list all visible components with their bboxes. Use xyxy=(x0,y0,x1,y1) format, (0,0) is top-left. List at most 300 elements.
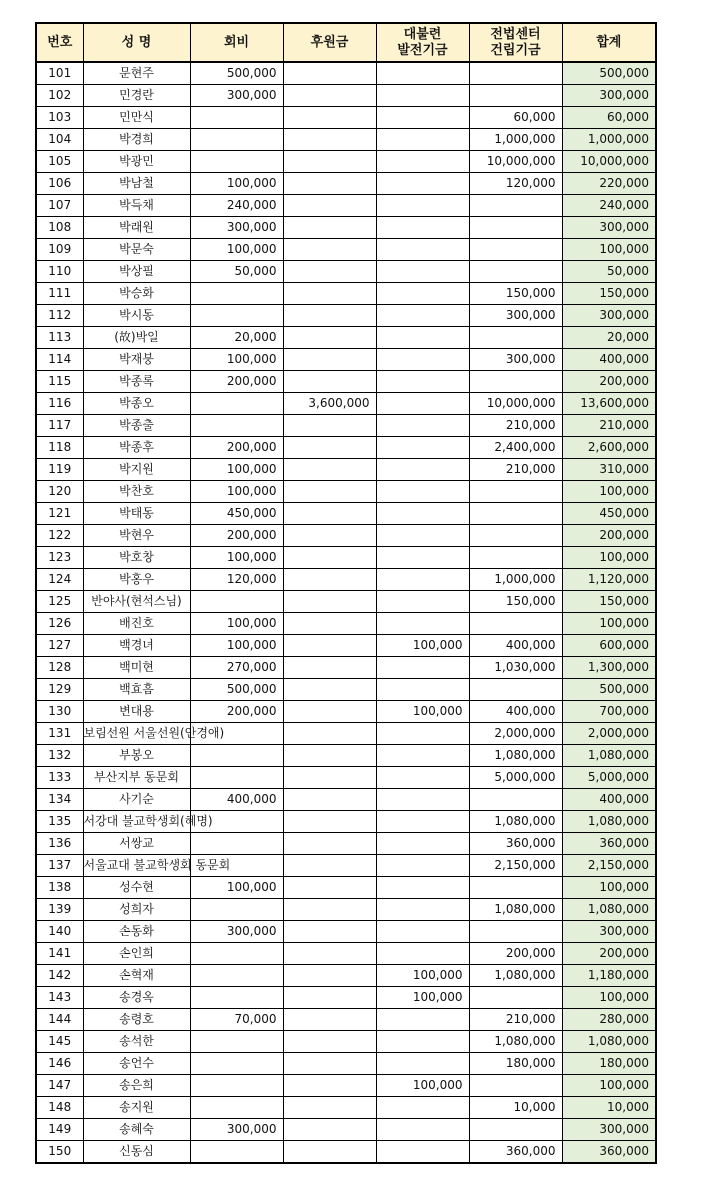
cell-dev-fund xyxy=(376,1097,469,1119)
cell-fee: 200,000 xyxy=(190,437,283,459)
cell-no: 125 xyxy=(36,591,83,613)
cell-name: 배진호 xyxy=(83,613,190,635)
cell-center-fund xyxy=(469,503,562,525)
cell-center-fund xyxy=(469,547,562,569)
cell-total: 100,000 xyxy=(562,547,656,569)
cell-total: 20,000 xyxy=(562,327,656,349)
table-row xyxy=(36,305,656,327)
cell-total: 280,000 xyxy=(562,1009,656,1031)
cell-fee: 100,000 xyxy=(190,173,283,195)
cell-center-fund xyxy=(469,481,562,503)
cell-support xyxy=(283,173,376,195)
table-row xyxy=(36,965,656,987)
cell-center-fund xyxy=(469,1075,562,1097)
cell-name: 박종출 xyxy=(83,415,190,437)
cell-support xyxy=(283,437,376,459)
cell-dev-fund xyxy=(376,1053,469,1075)
cell-no: 150 xyxy=(36,1141,83,1164)
table-row xyxy=(36,1119,656,1141)
table-row xyxy=(36,1141,656,1164)
header-center-line1: 전법센터 xyxy=(490,26,541,42)
cell-center-fund: 1,000,000 xyxy=(469,569,562,591)
cell-fee: 300,000 xyxy=(190,217,283,239)
cell-fee xyxy=(190,899,283,921)
cell-support xyxy=(283,899,376,921)
cell-name: 부봉오 xyxy=(83,745,190,767)
cell-no: 123 xyxy=(36,547,83,569)
cell-name: 송언수 xyxy=(83,1053,190,1075)
table-row xyxy=(36,877,656,899)
table-row xyxy=(36,481,656,503)
cell-no: 105 xyxy=(36,151,83,173)
table-row xyxy=(36,613,656,635)
cell-fee: 450,000 xyxy=(190,503,283,525)
cell-center-fund xyxy=(469,261,562,283)
cell-support xyxy=(283,481,376,503)
header-center-fund xyxy=(469,23,562,62)
cell-support xyxy=(283,811,376,833)
cell-total: 2,000,000 xyxy=(562,723,656,745)
table-row xyxy=(36,657,656,679)
cell-total: 150,000 xyxy=(562,591,656,613)
cell-name: 송령호 xyxy=(83,1009,190,1031)
cell-center-fund: 300,000 xyxy=(469,305,562,327)
cell-support xyxy=(283,569,376,591)
cell-total: 2,600,000 xyxy=(562,437,656,459)
cell-support xyxy=(283,591,376,613)
cell-name: 서강대 불교학생회(혜명) xyxy=(83,811,190,833)
cell-total: 13,600,000 xyxy=(562,393,656,415)
cell-support xyxy=(283,1053,376,1075)
cell-fee xyxy=(190,151,283,173)
cell-center-fund: 360,000 xyxy=(469,833,562,855)
cell-total: 200,000 xyxy=(562,525,656,547)
cell-total: 360,000 xyxy=(562,1141,656,1164)
table-row xyxy=(36,151,656,173)
cell-name: 민경란 xyxy=(83,85,190,107)
cell-support xyxy=(283,459,376,481)
cell-center-fund xyxy=(469,371,562,393)
cell-no: 139 xyxy=(36,899,83,921)
cell-support xyxy=(283,371,376,393)
header-fee: 회비 xyxy=(190,23,283,62)
cell-fee xyxy=(190,415,283,437)
cell-fee xyxy=(190,1141,283,1164)
header-name: 성 명 xyxy=(83,23,190,62)
cell-center-fund: 400,000 xyxy=(469,635,562,657)
cell-dev-fund xyxy=(376,1009,469,1031)
cell-support xyxy=(283,62,376,85)
cell-total: 450,000 xyxy=(562,503,656,525)
cell-fee: 120,000 xyxy=(190,569,283,591)
cell-support xyxy=(283,921,376,943)
cell-fee: 200,000 xyxy=(190,525,283,547)
cell-fee: 100,000 xyxy=(190,613,283,635)
cell-support xyxy=(283,1119,376,1141)
cell-dev-fund: 100,000 xyxy=(376,965,469,987)
cell-center-fund: 120,000 xyxy=(469,173,562,195)
cell-no: 133 xyxy=(36,767,83,789)
cell-total: 210,000 xyxy=(562,415,656,437)
cell-total: 60,000 xyxy=(562,107,656,129)
cell-dev-fund: 100,000 xyxy=(376,1075,469,1097)
cell-support xyxy=(283,503,376,525)
cell-no: 127 xyxy=(36,635,83,657)
cell-total: 500,000 xyxy=(562,679,656,701)
cell-name: 성희자 xyxy=(83,899,190,921)
cell-total: 300,000 xyxy=(562,217,656,239)
cell-dev-fund xyxy=(376,261,469,283)
cell-support xyxy=(283,1141,376,1164)
cell-support xyxy=(283,349,376,371)
cell-fee xyxy=(190,591,283,613)
cell-fee: 240,000 xyxy=(190,195,283,217)
cell-dev-fund: 100,000 xyxy=(376,701,469,723)
cell-name: 손혁재 xyxy=(83,965,190,987)
cell-total: 300,000 xyxy=(562,305,656,327)
header-support: 후원금 xyxy=(283,23,376,62)
cell-fee xyxy=(190,965,283,987)
cell-name: 사기순 xyxy=(83,789,190,811)
cell-support xyxy=(283,613,376,635)
cell-name: 반야사(현석스님) xyxy=(83,591,190,613)
cell-center-fund xyxy=(469,217,562,239)
cell-center-fund: 1,080,000 xyxy=(469,811,562,833)
cell-name: 박광민 xyxy=(83,151,190,173)
cell-no: 107 xyxy=(36,195,83,217)
header-dev-line1: 대불련 xyxy=(403,26,442,42)
cell-no: 132 xyxy=(36,745,83,767)
cell-center-fund xyxy=(469,62,562,85)
cell-name: 박종후 xyxy=(83,437,190,459)
cell-fee: 100,000 xyxy=(190,635,283,657)
cell-name: 박남철 xyxy=(83,173,190,195)
cell-support xyxy=(283,1075,376,1097)
cell-dev-fund xyxy=(376,613,469,635)
cell-total: 5,000,000 xyxy=(562,767,656,789)
cell-fee xyxy=(190,1075,283,1097)
table-row xyxy=(36,833,656,855)
cell-no: 104 xyxy=(36,129,83,151)
cell-fee: 100,000 xyxy=(190,481,283,503)
cell-no: 136 xyxy=(36,833,83,855)
cell-center-fund xyxy=(469,789,562,811)
cell-center-fund: 360,000 xyxy=(469,1141,562,1164)
cell-no: 122 xyxy=(36,525,83,547)
cell-total: 100,000 xyxy=(562,987,656,1009)
cell-fee xyxy=(190,987,283,1009)
cell-dev-fund xyxy=(376,811,469,833)
cell-name: 송석한 xyxy=(83,1031,190,1053)
table-row xyxy=(36,129,656,151)
table-row xyxy=(36,217,656,239)
cell-support xyxy=(283,129,376,151)
cell-name: 박찬호 xyxy=(83,481,190,503)
cell-dev-fund xyxy=(376,327,469,349)
cell-name: 손동화 xyxy=(83,921,190,943)
cell-no: 140 xyxy=(36,921,83,943)
cell-center-fund: 400,000 xyxy=(469,701,562,723)
cell-no: 146 xyxy=(36,1053,83,1075)
table-row xyxy=(36,745,656,767)
cell-dev-fund xyxy=(376,657,469,679)
cell-dev-fund xyxy=(376,547,469,569)
cell-dev-fund xyxy=(376,789,469,811)
cell-no: 120 xyxy=(36,481,83,503)
table-row xyxy=(36,85,656,107)
cell-name: 부산지부 동문회 xyxy=(83,767,190,789)
cell-total: 300,000 xyxy=(562,921,656,943)
table-row xyxy=(36,635,656,657)
cell-dev-fund xyxy=(376,1031,469,1053)
cell-no: 118 xyxy=(36,437,83,459)
cell-fee: 20,000 xyxy=(190,327,283,349)
cell-total: 1,080,000 xyxy=(562,899,656,921)
table-row xyxy=(36,1075,656,1097)
cell-no: 138 xyxy=(36,877,83,899)
cell-center-fund xyxy=(469,525,562,547)
cell-name: 박종오 xyxy=(83,393,190,415)
cell-fee: 500,000 xyxy=(190,62,283,85)
cell-support xyxy=(283,767,376,789)
cell-fee xyxy=(190,305,283,327)
cell-dev-fund xyxy=(376,525,469,547)
cell-no: 111 xyxy=(36,283,83,305)
cell-center-fund: 10,000 xyxy=(469,1097,562,1119)
cell-center-fund: 2,400,000 xyxy=(469,437,562,459)
cell-center-fund xyxy=(469,85,562,107)
cell-name: 박홍우 xyxy=(83,569,190,591)
cell-no: 108 xyxy=(36,217,83,239)
cell-no: 103 xyxy=(36,107,83,129)
cell-fee: 50,000 xyxy=(190,261,283,283)
cell-support: 3,600,000 xyxy=(283,393,376,415)
cell-dev-fund xyxy=(376,195,469,217)
cell-no: 128 xyxy=(36,657,83,679)
cell-no: 106 xyxy=(36,173,83,195)
cell-total: 100,000 xyxy=(562,613,656,635)
cell-total: 100,000 xyxy=(562,239,656,261)
cell-center-fund: 10,000,000 xyxy=(469,151,562,173)
cell-dev-fund xyxy=(376,151,469,173)
cell-center-fund xyxy=(469,679,562,701)
cell-fee: 300,000 xyxy=(190,85,283,107)
cell-center-fund xyxy=(469,327,562,349)
cell-support xyxy=(283,789,376,811)
cell-no: 137 xyxy=(36,855,83,877)
cell-center-fund xyxy=(469,1119,562,1141)
cell-total: 1,000,000 xyxy=(562,129,656,151)
cell-no: 126 xyxy=(36,613,83,635)
cell-no: 148 xyxy=(36,1097,83,1119)
cell-total: 1,180,000 xyxy=(562,965,656,987)
cell-no: 112 xyxy=(36,305,83,327)
cell-dev-fund xyxy=(376,217,469,239)
cell-dev-fund: 100,000 xyxy=(376,635,469,657)
cell-support xyxy=(283,107,376,129)
cell-name: 민만식 xyxy=(83,107,190,129)
cell-total: 2,150,000 xyxy=(562,855,656,877)
cell-center-fund: 150,000 xyxy=(469,591,562,613)
cell-no: 117 xyxy=(36,415,83,437)
table-row xyxy=(36,1053,656,1075)
table-row xyxy=(36,899,656,921)
cell-name: 박승화 xyxy=(83,283,190,305)
cell-dev-fund xyxy=(376,173,469,195)
cell-center-fund: 1,030,000 xyxy=(469,657,562,679)
cell-name: 변대용 xyxy=(83,701,190,723)
header-total: 합계 xyxy=(562,23,656,62)
cell-support xyxy=(283,679,376,701)
cell-total: 1,080,000 xyxy=(562,745,656,767)
cell-name: 성수현 xyxy=(83,877,190,899)
cell-support xyxy=(283,547,376,569)
cell-no: 121 xyxy=(36,503,83,525)
cell-no: 115 xyxy=(36,371,83,393)
cell-total: 700,000 xyxy=(562,701,656,723)
table-row xyxy=(36,525,656,547)
cell-fee: 200,000 xyxy=(190,701,283,723)
cell-support xyxy=(283,987,376,1009)
cell-center-fund: 210,000 xyxy=(469,459,562,481)
cell-fee: 400,000 xyxy=(190,789,283,811)
table-row xyxy=(36,943,656,965)
cell-name: 박시동 xyxy=(83,305,190,327)
cell-name: 송지원 xyxy=(83,1097,190,1119)
cell-center-fund: 300,000 xyxy=(469,349,562,371)
cell-center-fund: 2,000,000 xyxy=(469,723,562,745)
cell-support xyxy=(283,525,376,547)
cell-dev-fund xyxy=(376,1141,469,1164)
cell-dev-fund xyxy=(376,877,469,899)
cell-support xyxy=(283,327,376,349)
cell-support xyxy=(283,195,376,217)
cell-fee xyxy=(190,1053,283,1075)
cell-name: 보림선원 서울선원(안경애) xyxy=(83,723,190,745)
cell-support xyxy=(283,239,376,261)
table-row xyxy=(36,62,656,85)
cell-dev-fund xyxy=(376,569,469,591)
cell-fee xyxy=(190,107,283,129)
table-row xyxy=(36,789,656,811)
cell-no: 114 xyxy=(36,349,83,371)
cell-dev-fund xyxy=(376,921,469,943)
cell-fee xyxy=(190,283,283,305)
table-row xyxy=(36,1009,656,1031)
cell-total: 10,000 xyxy=(562,1097,656,1119)
donation-table xyxy=(35,22,657,1164)
table-row xyxy=(36,283,656,305)
cell-no: 134 xyxy=(36,789,83,811)
cell-no: 147 xyxy=(36,1075,83,1097)
cell-total: 360,000 xyxy=(562,833,656,855)
cell-dev-fund xyxy=(376,371,469,393)
table-row xyxy=(36,701,656,723)
cell-dev-fund xyxy=(376,833,469,855)
cell-dev-fund xyxy=(376,767,469,789)
cell-dev-fund xyxy=(376,85,469,107)
cell-no: 145 xyxy=(36,1031,83,1053)
cell-center-fund: 10,000,000 xyxy=(469,393,562,415)
cell-total: 400,000 xyxy=(562,349,656,371)
table-row xyxy=(36,987,656,1009)
cell-center-fund xyxy=(469,239,562,261)
table-row xyxy=(36,503,656,525)
cell-no: 131 xyxy=(36,723,83,745)
table-row xyxy=(36,723,656,745)
cell-fee xyxy=(190,745,283,767)
cell-support xyxy=(283,85,376,107)
cell-name: 박호창 xyxy=(83,547,190,569)
cell-no: 110 xyxy=(36,261,83,283)
header-no: 번호 xyxy=(36,23,83,62)
cell-fee: 270,000 xyxy=(190,657,283,679)
cell-name: 서쌍교 xyxy=(83,833,190,855)
cell-center-fund xyxy=(469,921,562,943)
table-row xyxy=(36,195,656,217)
cell-no: 135 xyxy=(36,811,83,833)
table-row xyxy=(36,371,656,393)
cell-center-fund: 60,000 xyxy=(469,107,562,129)
cell-fee: 100,000 xyxy=(190,877,283,899)
cell-fee: 100,000 xyxy=(190,239,283,261)
cell-no: 124 xyxy=(36,569,83,591)
cell-total: 100,000 xyxy=(562,481,656,503)
cell-support xyxy=(283,635,376,657)
cell-support xyxy=(283,833,376,855)
cell-support xyxy=(283,415,376,437)
cell-name: 송은희 xyxy=(83,1075,190,1097)
cell-name: 송혜숙 xyxy=(83,1119,190,1141)
cell-name: 박문숙 xyxy=(83,239,190,261)
cell-dev-fund xyxy=(376,415,469,437)
table-row xyxy=(36,349,656,371)
cell-dev-fund xyxy=(376,459,469,481)
cell-fee: 100,000 xyxy=(190,459,283,481)
table-row xyxy=(36,679,656,701)
cell-fee xyxy=(190,833,283,855)
cell-dev-fund xyxy=(376,899,469,921)
cell-no: 144 xyxy=(36,1009,83,1031)
cell-support xyxy=(283,745,376,767)
cell-total: 200,000 xyxy=(562,371,656,393)
cell-fee: 100,000 xyxy=(190,547,283,569)
cell-name: 백미현 xyxy=(83,657,190,679)
cell-center-fund xyxy=(469,877,562,899)
cell-dev-fund xyxy=(376,283,469,305)
cell-fee xyxy=(190,129,283,151)
cell-dev-fund xyxy=(376,1119,469,1141)
table-row xyxy=(36,767,656,789)
header-dev-fund xyxy=(376,23,469,62)
cell-fee: 70,000 xyxy=(190,1009,283,1031)
table-row xyxy=(36,261,656,283)
cell-fee: 100,000 xyxy=(190,349,283,371)
cell-total: 300,000 xyxy=(562,85,656,107)
cell-total: 100,000 xyxy=(562,877,656,899)
table-row xyxy=(36,547,656,569)
header-row xyxy=(36,23,656,62)
cell-center-fund: 5,000,000 xyxy=(469,767,562,789)
cell-no: 102 xyxy=(36,85,83,107)
cell-dev-fund xyxy=(376,393,469,415)
cell-total: 100,000 xyxy=(562,1075,656,1097)
cell-no: 113 xyxy=(36,327,83,349)
cell-no: 149 xyxy=(36,1119,83,1141)
cell-total: 1,080,000 xyxy=(562,811,656,833)
cell-support xyxy=(283,1097,376,1119)
table-row xyxy=(36,459,656,481)
